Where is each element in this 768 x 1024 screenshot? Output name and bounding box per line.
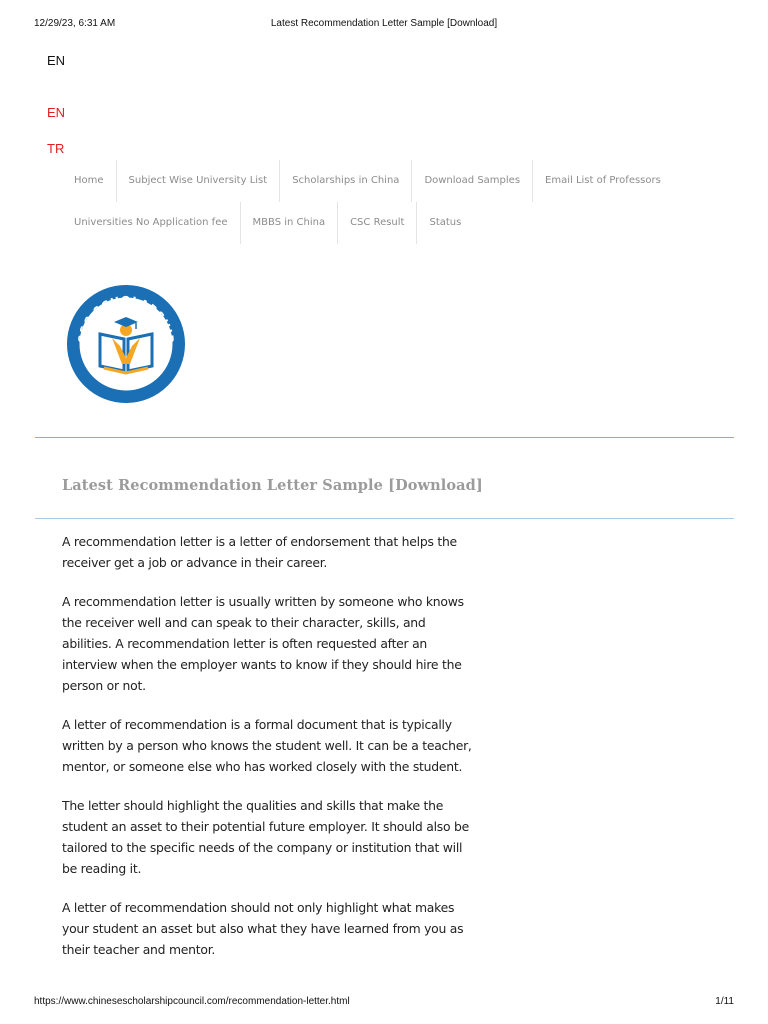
nav-item-email-list-of-professors[interactable]: Email List of Professors (532, 160, 673, 202)
csc-scholarship-logo-icon (60, 272, 192, 410)
paragraph-line: your student an asset but also what they have learned from you as (62, 921, 464, 936)
nav-item-scholarships-in-china[interactable]: Scholarships in China (279, 160, 411, 202)
paragraph-line: A recommendation letter is usually written by someone who knows (62, 594, 464, 609)
language-switcher-current[interactable]: EN (47, 53, 66, 68)
paragraph-line: tailored to the specific needs of the company or institution that will (62, 840, 463, 855)
paragraph-line: mentor, or someone else who has worked closely with the student. (62, 759, 463, 774)
paragraph-line: their teacher and mentor. (62, 942, 216, 957)
paragraph-line: abilities. A recommendation letter is often requested after an (62, 636, 428, 651)
paragraph-line: be reading it. (62, 861, 142, 876)
print-header (34, 18, 734, 32)
nav-item-mbbs-in-china[interactable]: MBBS in China (240, 202, 338, 244)
paragraph-line: receiver get a job or advance in their career. (62, 555, 328, 570)
paragraph-line: A letter of recommendation is a formal document that is typically (62, 717, 452, 732)
nav-item-csc-result[interactable]: CSC Result (337, 202, 416, 244)
paragraph-4 (62, 795, 502, 879)
site-logo[interactable] (60, 272, 192, 410)
nav-row-1 (62, 160, 673, 202)
nav-row-2 (62, 202, 473, 244)
language-option-tr[interactable]: TR (47, 141, 65, 156)
paragraph-5 (62, 897, 502, 960)
nav-item-download-samples[interactable]: Download Samples (411, 160, 532, 202)
paragraph-line: A recommendation letter is a letter of endorsement that helps the (62, 534, 457, 549)
svg-text:CSC SCHOLARSHIP: CSC SCHOLARSHIP (75, 293, 177, 345)
print-timestamp: 12/29/23, 6:31 AM (34, 18, 116, 29)
print-footer (34, 996, 734, 1010)
paragraph-line: written by a person who knows the student well. It can be a teacher, (62, 738, 472, 753)
nav-item-universities-no-application-fee[interactable]: Universities No Application fee (74, 217, 228, 228)
paragraph-line: interview when the employer wants to know if they should hire the (62, 657, 462, 672)
page-title: Latest Recommendation Letter Sample [Download] (62, 476, 483, 494)
paragraph-line: the receiver well and can speak to their character, skills, and (62, 615, 426, 630)
print-page-number: 1/11 (715, 996, 734, 1007)
paragraph-line: The letter should highlight the qualities and skills that make the (62, 798, 444, 813)
paragraph-3 (62, 714, 502, 777)
paragraph-line: A letter of recommendation should not only highlight what makes (62, 900, 455, 915)
header-divider (35, 437, 734, 438)
nav-item-subject-wise-university-list[interactable]: Subject Wise University List (116, 160, 280, 202)
print-url: https://www.chinesescholarshipcouncil.com/recommendation-letter.html (34, 996, 350, 1007)
paragraph-line: person or not. (62, 678, 146, 693)
print-title: Latest Recommendation Letter Sample [Download] (270, 18, 498, 29)
article-content (62, 531, 502, 978)
language-option-en[interactable]: EN (47, 105, 66, 120)
title-divider (35, 518, 734, 519)
svg-text:A WAY TO YOUR DREAMS: A WAY TO YOUR DREAMS (82, 351, 170, 393)
paragraph-line: student an asset to their potential future employer. It should also be (62, 819, 469, 834)
paragraph-2 (62, 591, 502, 696)
nav-item-status[interactable]: Status (416, 202, 473, 244)
paragraph-1 (62, 531, 502, 573)
nav-item-home[interactable]: Home (74, 175, 104, 186)
